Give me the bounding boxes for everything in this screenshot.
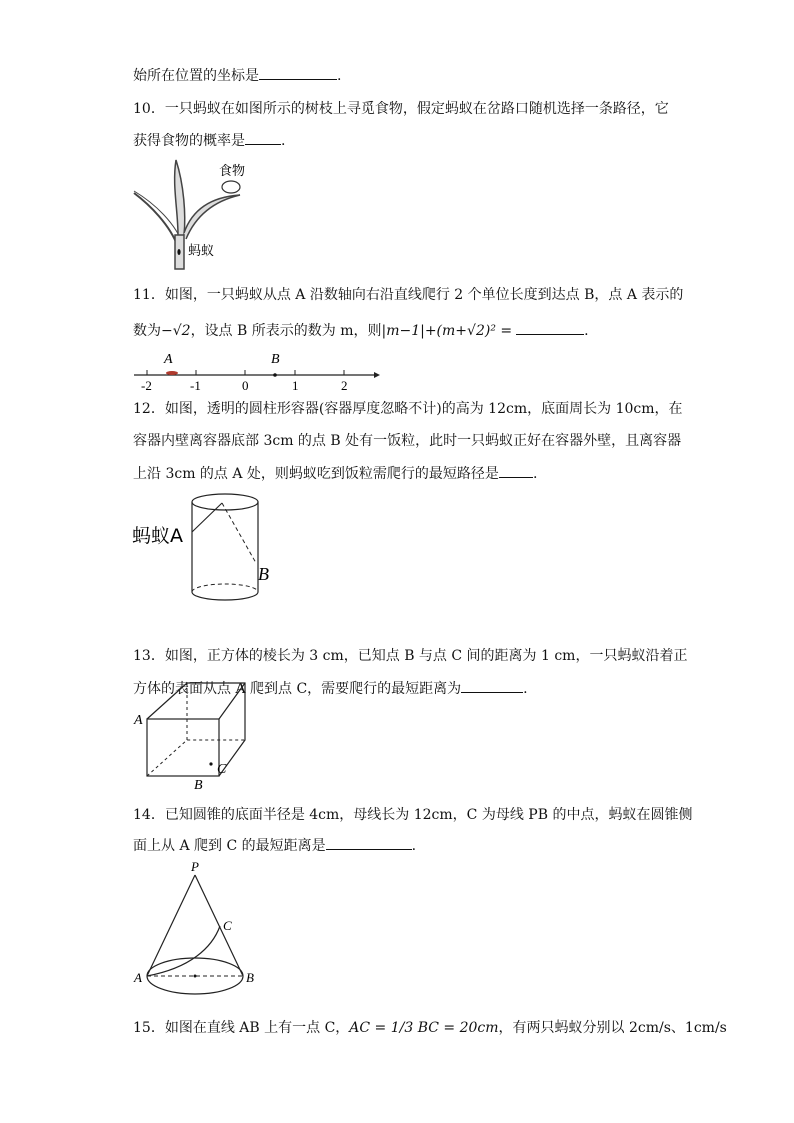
q14-label-b: B <box>246 970 254 985</box>
q12-answer-blank[interactable] <box>499 463 533 478</box>
q14-label-a: A <box>134 970 142 985</box>
q11-answer-blank[interactable] <box>516 320 584 335</box>
q12-line3-text: 上沿 3cm 的点 A 处，则蚂蚁吃到饭粒需爬行的最短路径是 <box>133 466 499 482</box>
q13-label-c: C <box>217 762 227 777</box>
q15-fraction-expression: AC = 1/3 BC = 20cm <box>349 1020 499 1036</box>
q13-label-a: A <box>134 713 143 728</box>
q14-label-p: P <box>191 859 199 874</box>
q13-point-c <box>209 762 212 765</box>
q11-line2-a: 数为 <box>133 323 161 339</box>
q9-end: . <box>337 68 342 84</box>
q11-line1: 11．如图，一只蚂蚁从点 A 沿数轴向右沿直线爬行 2 个单位长度到达点 B，点 A 表示的 <box>133 287 684 303</box>
q14-line1: 14．已知圆锥的底面半径是 4cm，母线长为 12cm，C 为母线 PB 的中点，蚂蚁在圆锥侧 <box>133 807 693 823</box>
q11-line2 <box>133 320 589 341</box>
q13-answer-blank[interactable] <box>461 678 523 693</box>
q14-label-c: C <box>223 918 232 933</box>
q10-line2-text: 获得食物的概率是 <box>133 133 245 149</box>
q11-neg-sqrt2: −√2 <box>161 323 191 339</box>
q12-path-solid <box>192 503 222 532</box>
q10-food-icon <box>222 181 240 193</box>
q13-top-right-edge <box>219 683 245 719</box>
q12-cylinder-figure <box>130 490 290 610</box>
q12-cylinder-bottom-front <box>192 592 258 600</box>
q11-axis-arrow-icon <box>374 372 380 378</box>
q9-answer-blank[interactable] <box>259 65 337 80</box>
q14-cone-figure <box>130 858 270 1003</box>
q12-line1: 12．如图，透明的圆柱形容器(容器厚度忽略不计)的高为 12cm，底面周长为 10cm，在 <box>133 401 683 417</box>
q9-text: 始所在位置的坐标是 <box>133 68 259 84</box>
q15-line1-b: ，有两只蚂蚁分别以 2cm/s、1cm/s <box>498 1020 727 1036</box>
q11-tick-label: 1 <box>292 378 299 393</box>
q13-line2-text: 方体的表面从点 A 爬到点 C，需要爬行的最短距离为 <box>133 681 462 697</box>
q10-ant-label: 蚂蚁 <box>188 244 215 259</box>
q10-right-branch <box>184 195 240 239</box>
q11-number-line-figure <box>130 348 380 393</box>
q11-tick-label: 2 <box>341 378 348 393</box>
q12-cylinder-bottom-back <box>192 584 258 592</box>
q11-ant-icon <box>166 371 178 375</box>
q10-middle-branch <box>175 160 185 235</box>
q15-line1-a: 15．如图在直线 AB 上有一点 C， <box>133 1020 350 1036</box>
q13-line1: 13．如图，正方体的棱长为 3 cm，已知点 B 与点 C 间的距离为 1 cm，一只蚂蚁沿着正 <box>133 648 688 664</box>
q14-answer-blank[interactable] <box>326 835 412 850</box>
q13-hidden-edges <box>147 740 245 776</box>
q12-line3 <box>133 463 537 484</box>
q11-label-a: A <box>164 352 173 367</box>
q14-end: . <box>411 838 417 854</box>
q12-cylinder-top <box>192 494 258 510</box>
q14-line2 <box>133 835 416 856</box>
q10-line1: 10．一只蚂蚁在如图所示的树枝上寻觅食物，假定蚂蚁在岔路口随机选择一条路径，它 <box>133 101 669 117</box>
q13-label-b: B <box>194 778 203 791</box>
q12-label-b: B <box>258 564 269 584</box>
q12-end: . <box>532 466 538 482</box>
q11-label-b: B <box>271 352 280 367</box>
q11-end: . <box>584 323 589 339</box>
q13-back-edges <box>147 683 245 776</box>
q11-tick-label: -1 <box>190 378 201 393</box>
q14-base-center <box>194 975 197 978</box>
q11-point-b <box>273 373 277 377</box>
q10-ant-icon <box>177 249 180 255</box>
q11-tick-label: 0 <box>242 378 249 393</box>
q11-line2-b: ，设点 B 所表示的数为 m，则 <box>190 323 382 339</box>
q10-food-label: 食物 <box>219 164 246 179</box>
q10-answer-blank[interactable] <box>245 130 281 145</box>
q15-line1 <box>133 1018 727 1038</box>
q11-expression: |m−1|+(m+√2)² = <box>381 323 513 339</box>
q14-shortest-path <box>147 926 220 976</box>
q13-front-face <box>147 719 219 776</box>
q10-tree-branch-figure <box>130 155 260 270</box>
q13-cube-figure <box>130 676 260 791</box>
q12-line2: 容器内壁离容器底部 3cm 的点 B 处有一饭粒，此时一只蚂蚁正好在容器外壁，且离容器 <box>133 433 682 449</box>
q10-line2 <box>133 130 285 151</box>
q9-line <box>133 65 341 86</box>
q11-tick-label: -2 <box>141 378 152 393</box>
q12-label-ant-a: 蚂蚁A <box>132 525 183 547</box>
q10-end: . <box>281 133 286 149</box>
q13-end: . <box>523 681 528 697</box>
q10-left-branch <box>134 193 178 247</box>
q12-path-dashed <box>222 503 256 563</box>
q14-line2-text: 面上从 A 爬到 C 的最短距离是 <box>133 838 326 854</box>
